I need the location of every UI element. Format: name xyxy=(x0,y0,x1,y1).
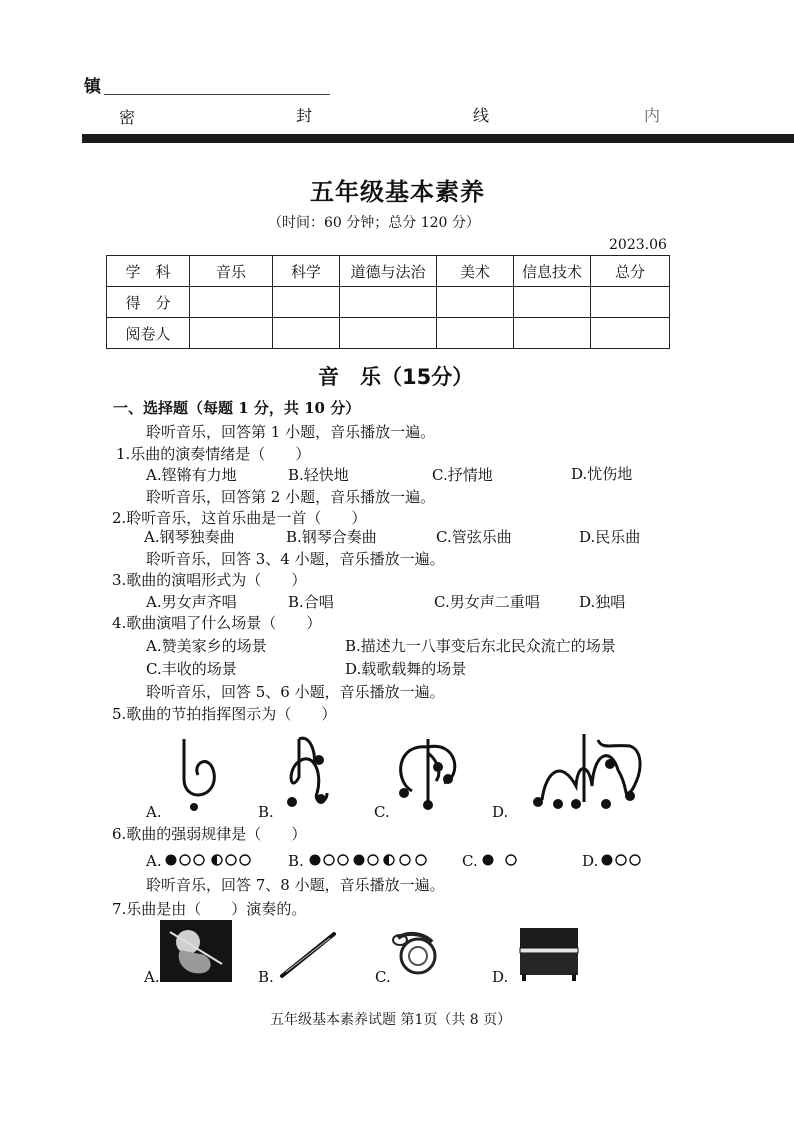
q6-stem: 6.歌曲的强弱规律是（ ） xyxy=(112,825,307,843)
q2-option-b[interactable]: B.钢琴合奏曲 xyxy=(286,528,377,546)
q7-option-d[interactable]: D. xyxy=(492,968,509,986)
flute-picture xyxy=(278,930,338,980)
q3-option-a[interactable]: A.男女声齐唱 xyxy=(146,593,237,611)
seal-word-2: 封 xyxy=(296,106,313,125)
q2-option-d[interactable]: D.民乐曲 xyxy=(579,528,641,546)
q7-stem: 7.乐曲是由（ ）演奏的。 xyxy=(112,900,307,918)
q1-stem: 1.乐曲的演奏情绪是（ ） xyxy=(116,445,311,463)
q3-option-c[interactable]: C.男女声二重唱 xyxy=(434,593,540,611)
q2-option-a[interactable]: A.钢琴独奏曲 xyxy=(144,528,235,546)
exam-title: 五年级基本素养 xyxy=(310,177,485,206)
score-entry-cell[interactable] xyxy=(340,287,437,318)
q1-option-d[interactable]: D.忧伤地 xyxy=(571,465,633,483)
q6-option-d[interactable]: D. xyxy=(582,852,599,870)
conducting-pattern-a xyxy=(170,733,230,813)
table-cell: 总分 xyxy=(591,256,670,287)
q2-option-c[interactable]: C.管弦乐曲 xyxy=(436,528,512,546)
exam-date: 2023.06 xyxy=(609,237,667,253)
beat-pattern-b-icon xyxy=(308,853,432,867)
french-horn-picture xyxy=(392,928,440,980)
page-footer: 五年级基本素养试题 第1页（共 8 页） xyxy=(270,1012,512,1028)
q6-option-b[interactable]: B. xyxy=(288,852,304,870)
seal-bar xyxy=(82,134,794,143)
listen-note-5: 聆听音乐，回答 7、8 小题，音乐播放一遍。 xyxy=(146,876,445,894)
q5-option-c[interactable]: C. xyxy=(374,803,390,821)
score-entry-cell[interactable] xyxy=(190,287,273,318)
town-blank-line xyxy=(104,94,330,95)
q6-option-c[interactable]: C. xyxy=(462,852,478,870)
q2-stem: 2.聆听音乐，这首乐曲是一首（ ） xyxy=(112,509,367,527)
q3-option-b[interactable]: B.合唱 xyxy=(288,593,334,611)
beat-pattern-a-icon xyxy=(164,853,260,867)
table-cell: 得 分 xyxy=(107,287,190,318)
grader-entry-cell[interactable] xyxy=(437,318,514,349)
q7-option-a[interactable]: A. xyxy=(144,968,160,986)
q1-option-a[interactable]: A.铿锵有力地 xyxy=(146,466,237,484)
q5-stem: 5.歌曲的节拍指挥图示为（ ） xyxy=(112,705,337,723)
score-entry-cell[interactable] xyxy=(273,287,340,318)
q6-option-a[interactable]: A. xyxy=(146,852,162,870)
seal-word-4: 内 xyxy=(644,106,661,125)
grader-entry-cell[interactable] xyxy=(340,318,437,349)
listen-note-1: 聆听音乐，回答第 1 小题，音乐播放一遍。 xyxy=(146,423,436,441)
q4-option-b[interactable]: B.描述九一八事变后东北民众流亡的场景 xyxy=(345,637,616,655)
seal-word-1: 密 xyxy=(119,108,136,127)
q3-stem: 3.歌曲的演唱形式为（ ） xyxy=(112,571,307,589)
table-cell: 音乐 xyxy=(190,256,273,287)
beat-pattern-d-icon xyxy=(600,853,648,867)
grader-entry-cell[interactable] xyxy=(190,318,273,349)
listen-note-4: 聆听音乐，回答 5、6 小题，音乐播放一遍。 xyxy=(146,683,445,701)
piano-picture xyxy=(516,926,582,982)
beat-pattern-c-icon xyxy=(481,853,525,867)
table-cell: 美术 xyxy=(437,256,514,287)
listen-note-3: 聆听音乐，回答 3、4 小题，音乐播放一遍。 xyxy=(146,550,445,568)
grader-entry-cell[interactable] xyxy=(514,318,591,349)
listen-note-2: 聆听音乐，回答第 2 小题，音乐播放一遍。 xyxy=(146,488,436,506)
q4-stem: 4.歌曲演唱了什么场景（ ） xyxy=(112,614,322,632)
q4-option-d[interactable]: D.载歌载舞的场景 xyxy=(345,660,467,678)
table-row-score xyxy=(107,287,670,318)
table-row-grader xyxy=(107,318,670,349)
q5-option-b[interactable]: B. xyxy=(258,803,274,821)
exam-subtitle: （时间：60 分钟；总分 120 分） xyxy=(268,215,480,231)
table-row-subject xyxy=(107,256,670,287)
violin-photo xyxy=(160,920,232,982)
q7-option-b[interactable]: B. xyxy=(258,968,274,986)
q3-option-d[interactable]: D.独唱 xyxy=(579,593,626,611)
table-cell: 信息技术 xyxy=(514,256,591,287)
town-label: 镇 xyxy=(84,77,101,97)
score-entry-cell[interactable] xyxy=(591,287,670,318)
part1-title: 一、选择题（每题 1 分，共 10 分） xyxy=(113,399,361,417)
grader-entry-cell[interactable] xyxy=(591,318,670,349)
grader-entry-cell[interactable] xyxy=(273,318,340,349)
q4-option-c[interactable]: C.丰收的场景 xyxy=(146,660,237,678)
table-cell: 科学 xyxy=(273,256,340,287)
score-entry-cell[interactable] xyxy=(514,287,591,318)
q1-option-c[interactable]: C.抒情地 xyxy=(432,466,493,484)
conducting-pattern-c xyxy=(392,733,462,813)
q1-option-b[interactable]: B.轻快地 xyxy=(288,466,349,484)
q5-option-a[interactable]: A. xyxy=(146,803,162,821)
table-cell: 道德与法治 xyxy=(340,256,437,287)
conducting-pattern-b xyxy=(283,733,343,813)
score-table xyxy=(106,255,670,349)
table-cell: 阅卷人 xyxy=(107,318,190,349)
music-section-heading: 音 乐（15分） xyxy=(318,365,474,389)
table-cell: 学 科 xyxy=(107,256,190,287)
q7-option-c[interactable]: C. xyxy=(375,968,391,986)
score-entry-cell[interactable] xyxy=(437,287,514,318)
q5-option-d[interactable]: D. xyxy=(492,803,509,821)
conducting-pattern-d xyxy=(532,730,652,810)
seal-word-3: 线 xyxy=(473,106,490,125)
q4-option-a[interactable]: A.赞美家乡的场景 xyxy=(146,637,267,655)
